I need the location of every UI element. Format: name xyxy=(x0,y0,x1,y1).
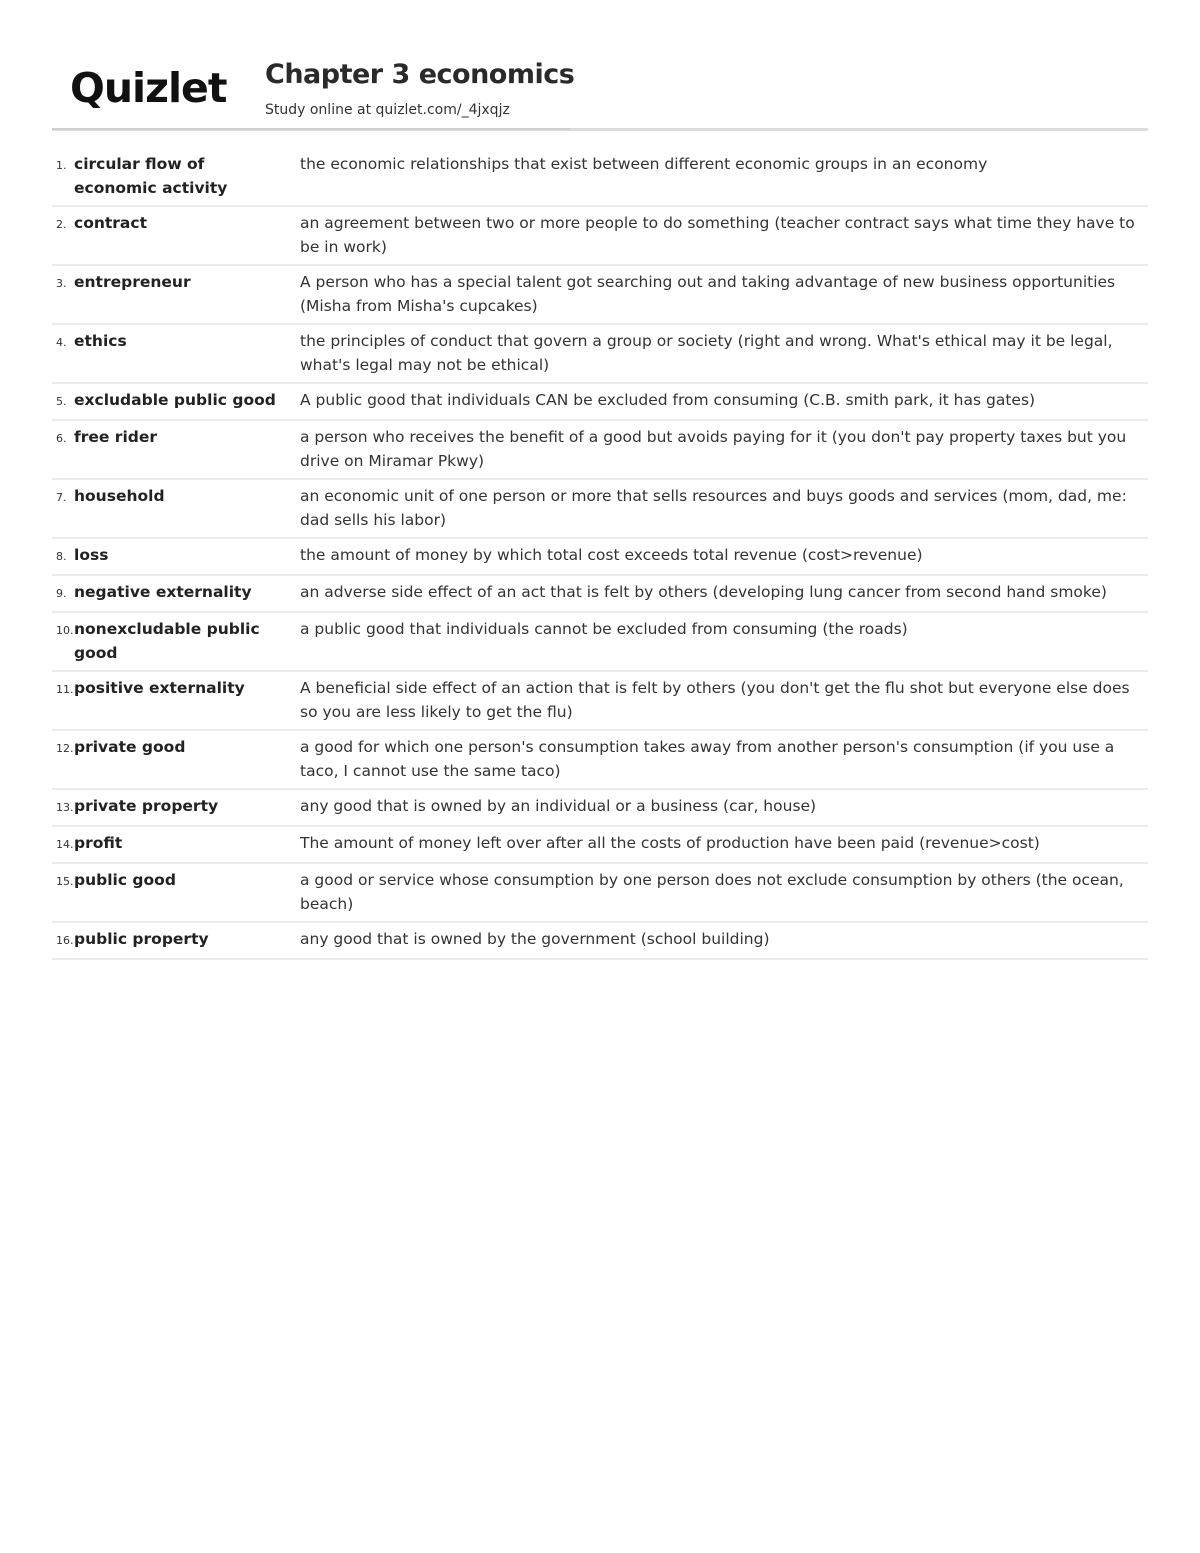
term-definition: the principles of conduct that govern a group or society (right and wrong. What's ethical may it be legal, what's legal may not be ethical) xyxy=(300,332,1113,374)
page-header xyxy=(52,56,1148,132)
term-number: 11. xyxy=(56,683,74,696)
term-row xyxy=(52,672,1148,731)
term-word: circular flow of economic activity xyxy=(74,155,228,197)
term-number: 10. xyxy=(56,624,74,637)
term-row xyxy=(52,480,1148,539)
term-word: private property xyxy=(74,797,219,815)
term-definition: any good that is owned by an individual or a business (car, house) xyxy=(300,797,817,815)
term-row xyxy=(52,827,1148,864)
term-word: negative externality xyxy=(74,583,252,601)
term-word: public property xyxy=(74,930,209,948)
term-number: 1. xyxy=(56,159,67,172)
term-number: 6. xyxy=(56,432,67,445)
term-row xyxy=(52,864,1148,923)
term-row xyxy=(52,421,1148,480)
term-number: 3. xyxy=(56,277,67,290)
term-row xyxy=(52,266,1148,325)
term-definition: an agreement between two or more people to do something (teacher contract says what time they have to be in work) xyxy=(300,214,1135,256)
term-row xyxy=(52,613,1148,672)
term-number: 13. xyxy=(56,801,74,814)
term-word: private good xyxy=(74,738,186,756)
term-number: 8. xyxy=(56,550,67,563)
term-number: 16. xyxy=(56,934,74,947)
term-row xyxy=(52,325,1148,384)
study-online-link[interactable]: Study online at quizlet.com/_4jxqjz xyxy=(265,102,510,118)
term-definition: The amount of money left over after all the costs of production have been paid (revenue>cost) xyxy=(300,834,1040,852)
term-word: public good xyxy=(74,871,176,889)
term-row xyxy=(52,923,1148,960)
term-word: ethics xyxy=(74,332,127,350)
term-definition: A person who has a special talent got searching out and taking advantage of new business opportunities (Misha from Misha's cupcakes) xyxy=(300,273,1116,315)
term-number: 9. xyxy=(56,587,67,600)
term-word: profit xyxy=(74,834,123,852)
term-number: 4. xyxy=(56,336,67,349)
terms-list xyxy=(52,148,1148,960)
term-row xyxy=(52,731,1148,790)
term-definition: a person who receives the benefit of a good but avoids paying for it (you don't pay property taxes but you drive on Miramar Pkwy) xyxy=(300,428,1127,470)
term-word: household xyxy=(74,487,165,505)
term-row xyxy=(52,790,1148,827)
term-word: entrepreneur xyxy=(74,273,191,291)
term-word: excludable public good xyxy=(74,391,276,409)
term-definition: an adverse side effect of an act that is felt by others (developing lung cancer from second hand smoke) xyxy=(300,583,1107,601)
term-word: free rider xyxy=(74,428,158,446)
term-word: nonexcludable public good xyxy=(74,620,260,662)
quizlet-logo: Quizlet xyxy=(70,64,227,112)
term-definition: a public good that individuals cannot be excluded from consuming (the roads) xyxy=(300,620,908,638)
term-row xyxy=(52,384,1148,421)
term-definition: the economic relationships that exist between different economic groups in an economy xyxy=(300,155,988,173)
term-row xyxy=(52,576,1148,613)
term-definition: A beneficial side effect of an action that is felt by others (you don't get the flu shot but everyone else does so you are less likely to get the flu) xyxy=(300,679,1130,721)
term-definition: the amount of money by which total cost exceeds total revenue (cost>revenue) xyxy=(300,546,923,564)
term-number: 2. xyxy=(56,218,67,231)
term-number: 7. xyxy=(56,491,67,504)
term-definition: any good that is owned by the government (school building) xyxy=(300,930,770,948)
page-title: Chapter 3 economics xyxy=(265,59,575,90)
term-definition: a good for which one person's consumption takes away from another person's consumption (if you use a taco, I cannot use the same taco) xyxy=(300,738,1115,780)
term-row xyxy=(52,148,1148,207)
term-word: loss xyxy=(74,546,109,564)
term-word: positive externality xyxy=(74,679,245,697)
term-row xyxy=(52,207,1148,266)
term-definition: an economic unit of one person or more that sells resources and buys goods and services (mom, dad, me: dad sells his labor) xyxy=(300,487,1127,529)
header-divider-accent xyxy=(52,128,570,130)
term-number: 12. xyxy=(56,742,74,755)
term-row xyxy=(52,539,1148,576)
term-number: 5. xyxy=(56,395,67,408)
term-word: contract xyxy=(74,214,147,232)
term-number: 15. xyxy=(56,875,74,888)
term-definition: A public good that individuals CAN be excluded from consuming (C.B. smith park, it has gates) xyxy=(300,391,1036,409)
term-number: 14. xyxy=(56,838,74,851)
term-definition: a good or service whose consumption by one person does not exclude consumption by others (the ocean, beach) xyxy=(300,871,1124,913)
